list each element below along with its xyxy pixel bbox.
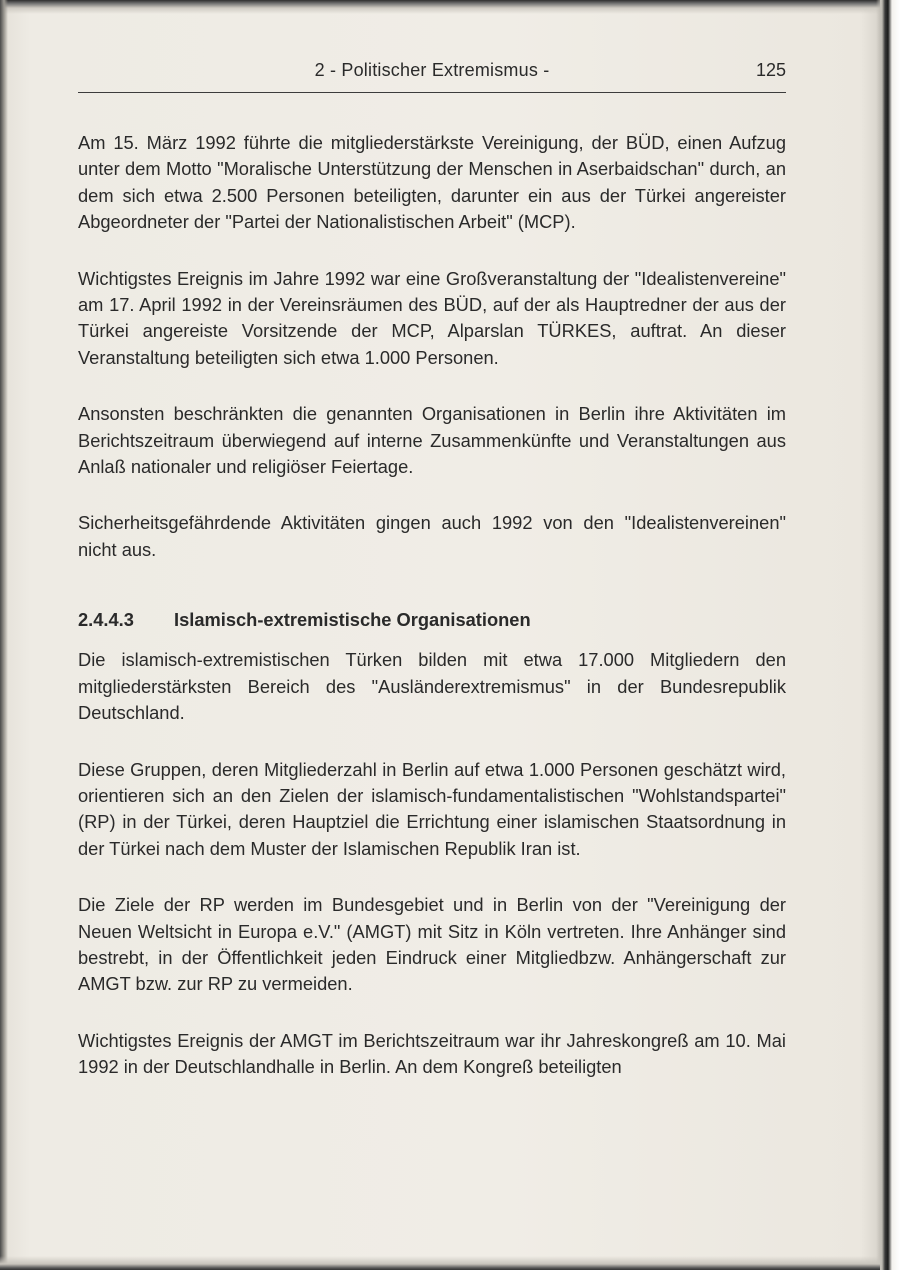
scan-edge-bottom: [0, 1256, 880, 1270]
running-title: 2 - Politischer Extremismus -: [314, 60, 550, 80]
section-title: Islamisch-extremistische Organisationen: [174, 609, 531, 631]
paragraph: Sicherheitsgefährdende Aktivitäten gingen auch 1992 von den "Idealistenvereinen" nicht aus.: [78, 512, 786, 560]
paragraph: Ansonsten beschränkten die genannten Organisationen in Berlin ihre Aktivitäten im Berichtszeitraum überwiegend auf interne Zusammenkünfte und Veranstaltungen aus Anlaß nationaler und religiöser Feiertage.: [78, 403, 786, 478]
paragraph: Die Ziele der RP werden im Bundesgebiet und in Berlin von der "Vereinigung der Neuen Weltsicht in Europa e.V." (AMGT) mit Sitz in Köln vertreten. Ihre Anhänger sind bestrebt, in der Öffentlichkeit jeden Eindruck einer Mitgliedbzw. Anhängerschaft zur AMGT bzw. zur RP zu vermeiden.: [78, 894, 786, 995]
page-header: [78, 60, 786, 86]
section-number: 2.4.4.3: [78, 609, 134, 631]
scan-edge-top: [0, 0, 880, 14]
paragraph: Die islamisch-extremistischen Türken bilden mit etwa 17.000 Mitgliedern den mitgliederstärksten Bereich des "Ausländerextremismus" in der Bundesrepublik Deutschland.: [78, 649, 786, 724]
scan-edge-left: [0, 0, 8, 1270]
paragraph: Wichtigstes Ereignis im Jahre 1992 war eine Großveranstaltung der "Idealistenvereine" am 17. April 1992 in der Vereinsräumen des BÜD, auf der als Hauptredner der aus der Türkei angereiste Vorsitzende der MCP, Alparslan TÜRKES, auftrat. An dieser Veranstaltung beteiligten sich etwa 1.000 Personen.: [78, 267, 786, 368]
body-text: [78, 130, 786, 1111]
paragraph: Diese Gruppen, deren Mitgliederzahl in Berlin auf etwa 1.000 Personen geschätzt wird, orientieren sich an den Zielen der islamisch-fundamentalistischen "Wohlstandspartei" (RP) in der Türkei, deren Hauptziel die Errichtung einer islamischen Staatsordnung in der Türkei nach dem Muster der Islamischen Republik Iran ist.: [78, 758, 786, 859]
scan-edge-right: [876, 0, 900, 1270]
paragraph: Wichtigstes Ereignis der AMGT im Berichtszeitraum war ihr Jahreskongreß am 10. Mai 1992 in der Deutschlandhalle in Berlin. An dem Kongreß beteiligten: [78, 1029, 786, 1078]
header-rule: [78, 92, 786, 93]
section-heading: [78, 607, 786, 633]
page-number: 125: [755, 60, 786, 80]
paragraph: Am 15. März 1992 führte die mitgliederstärkste Vereinigung, der BÜD, einen Aufzug unter dem Motto "Moralische Unterstützung der Menschen in Aserbaidschan" durch, an dem sich etwa 2.500 Personen beteiligten, darunter ein aus der Türkei angereister Abgeordneter der "Partei der Nationalistischen Arbeit" (MCP).: [78, 132, 786, 233]
